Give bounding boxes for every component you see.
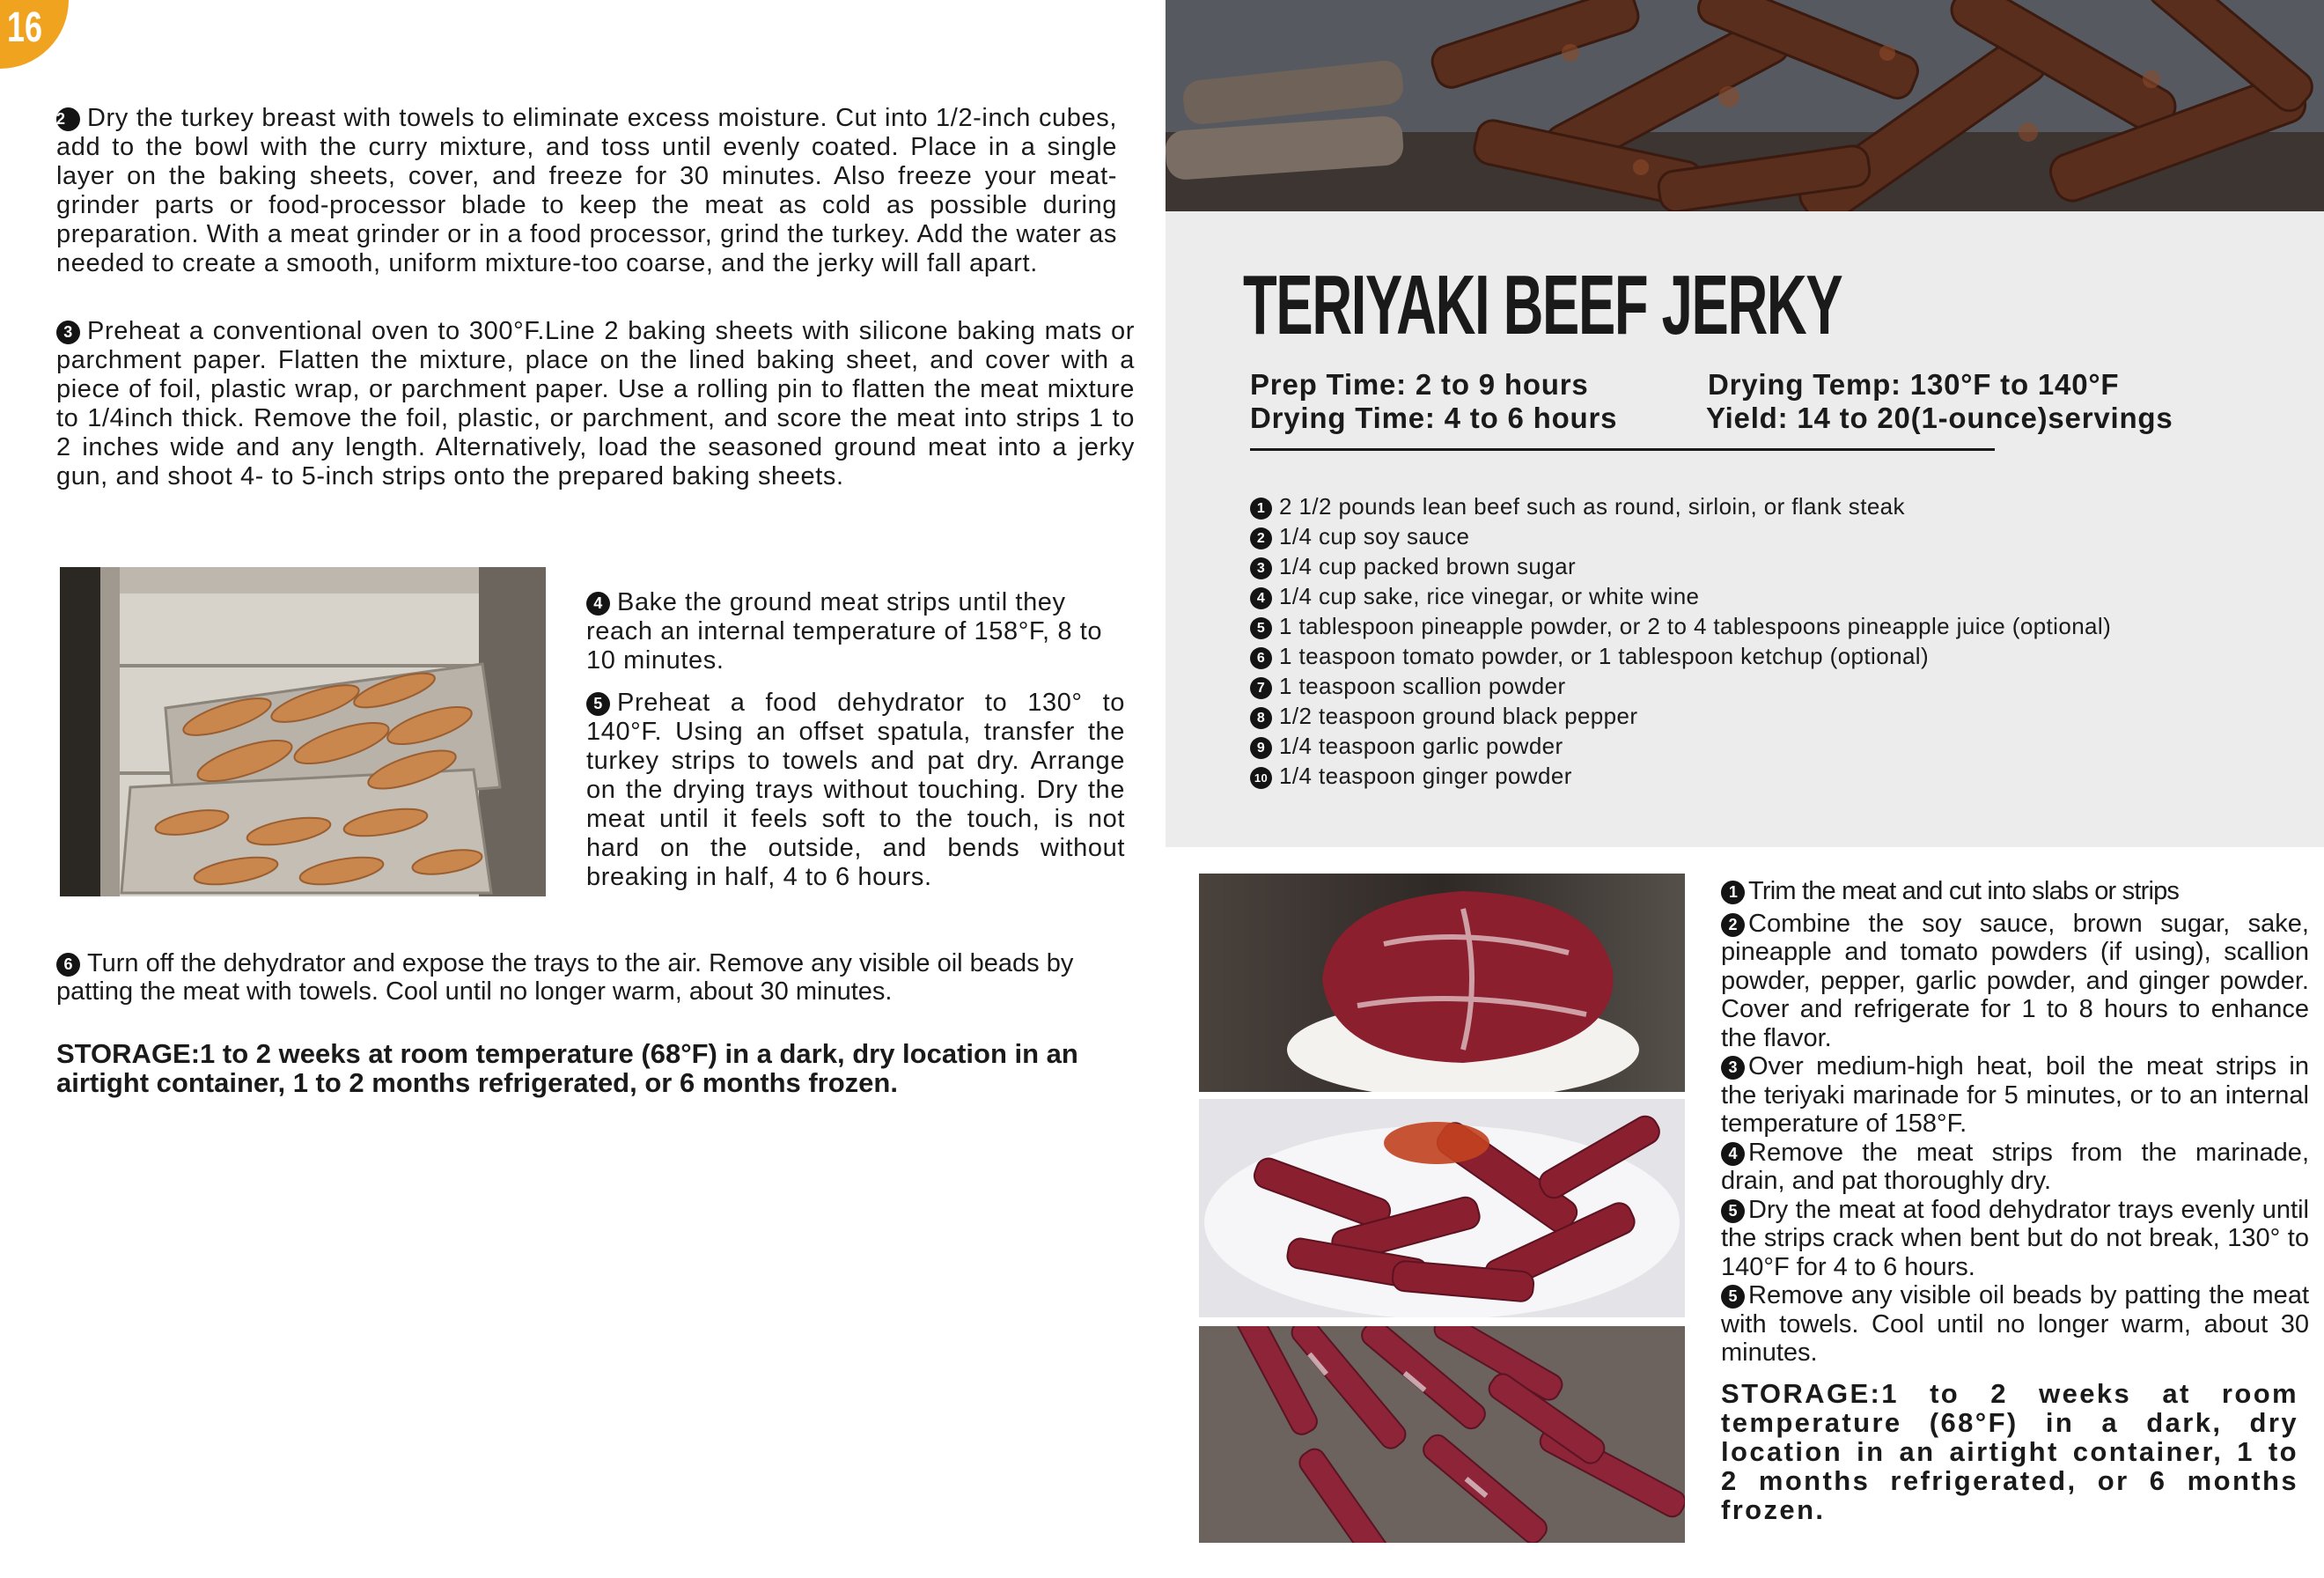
ingredient-number-badge: 8 <box>1250 707 1272 729</box>
ingredient-item <box>1250 581 2254 611</box>
divider <box>1250 448 1995 451</box>
beef-storage-note: STORAGE:1 to 2 weeks at room temperature (68°F) in a dark, dry location in an airtight container, 1 to 2 months refrigerated, or 6 months frozen. <box>1721 1378 2298 1525</box>
yield: Yield: 14 to 20(1-ounce)servings <box>1706 402 2173 434</box>
ingredient-number-badge: 3 <box>1250 557 1272 579</box>
turkey-step-4 <box>586 588 1130 675</box>
ingredient-item <box>1250 671 2254 701</box>
ingredient-number-badge: 1 <box>1250 498 1272 520</box>
step-text: Turn off the dehydrator and expose the trays to the air. Remove any visible oil beads by patting the meat with towels. Cool until no longer warm, about 30 minutes. <box>56 949 1074 1006</box>
ingredient-list <box>1250 491 2254 791</box>
recipe-title: TERIYAKI BEEF JERKY <box>1243 258 1842 352</box>
step-number-badge: 5 <box>1721 1199 1745 1223</box>
step-number-badge: 4 <box>586 592 610 616</box>
step-text: Remove the meat strips from the marinade, drain, and pat thoroughly dry. <box>1721 1138 2309 1195</box>
step-text: Combine the soy sauce, brown sugar, sake, pineapple and tomato powders (if using), scallion powder, pepper, garlic powder, and ginger powder. Cover and refrigerate for 1 to 8 hours to enhance the flavor. <box>1721 909 2309 1052</box>
ingredient-item <box>1250 491 2254 521</box>
ingredient-number-badge: 9 <box>1250 737 1272 759</box>
step-number-badge: 2 <box>56 107 80 131</box>
ingredient-text: 1 teaspoon scallion powder <box>1279 673 1566 699</box>
ingredient-text: 1 teaspoon tomato powder, or 1 tablespoon ketchup (optional) <box>1279 643 1930 669</box>
step-text: Dry the meat at food dehydrator trays evenly until the strips crack when bent but do not break, 130° to 140°F for 4 to 6 hours. <box>1721 1195 2309 1281</box>
turkey-step-6 <box>56 949 1129 1006</box>
ingredient-number-badge: 7 <box>1250 677 1272 699</box>
beef-step-5 <box>1721 1196 2309 1282</box>
step-number-badge: 5 <box>586 692 610 716</box>
step-text: Trim the meat and cut into slabs or strips <box>1748 877 2180 905</box>
step-number-badge: 1 <box>1721 881 1745 904</box>
ingredient-item <box>1250 731 2254 761</box>
ingredient-text: 1/4 cup sake, rice vinegar, or white wine <box>1279 583 1700 609</box>
step-text: Bake the ground meat strips until they reach an internal temperature of 158°F, 8 to 10 minutes. <box>586 588 1103 675</box>
ingredient-text: 1/4 cup soy sauce <box>1279 523 1470 549</box>
ingredient-number-badge: 10 <box>1250 767 1272 789</box>
beef-steps <box>1721 877 2309 1368</box>
ingredient-item <box>1250 761 2254 791</box>
step-number-badge: 5 <box>1721 1285 1745 1309</box>
step-number-badge: 2 <box>1721 913 1745 937</box>
step-number-badge: 3 <box>56 321 80 344</box>
ingredient-item <box>1250 551 2254 581</box>
ingredient-item <box>1250 641 2254 671</box>
ingredient-text: 2 1/2 pounds lean beef such as round, sirloin, or flank steak <box>1279 493 1905 520</box>
ingredient-text: 1/4 teaspoon garlic powder <box>1279 733 1563 759</box>
drying-temp: Drying Temp: 130°F to 140°F <box>1708 368 2120 401</box>
beef-step-4 <box>1721 1139 2309 1196</box>
oven-baking-photo <box>60 567 546 896</box>
drying-time: Drying Time: 4 to 6 hours <box>1250 402 1618 434</box>
beef-step-2 <box>1721 910 2309 1053</box>
prep-time: Prep Time: 2 to 9 hours <box>1250 368 1589 401</box>
ingredient-item <box>1250 611 2254 641</box>
turkey-step-2 <box>56 104 1117 278</box>
turkey-step-5 <box>586 689 1125 892</box>
beef-step-3 <box>1721 1052 2309 1139</box>
beef-strips-on-tray-photo <box>1199 1326 1685 1543</box>
step-text: Over medium-high heat, boil the meat strips in the teriyaki marinade for 5 minutes, or to an internal temperature of 158°F. <box>1721 1052 2309 1138</box>
turkey-storage-note: STORAGE:1 to 2 weeks at room temperature (68°F) in a dark, dry location in an airtight container, 1 to 2 months refrigerated, or 6 months frozen. <box>56 1038 1078 1098</box>
ingredient-number-badge: 5 <box>1250 617 1272 639</box>
turkey-step-3 <box>56 317 1135 491</box>
ingredient-text: 1/4 cup packed brown sugar <box>1279 553 1577 579</box>
step-text: Dry the turkey breast with towels to eliminate excess moisture. Cut into 1/2-inch cubes, add to the bowl with the curry mixture, and toss until evenly coated. Place in a single layer on the baking sheets, cover, and freeze for 30 minutes. Also freeze your meat-grinder parts or food-processor blade to keep the meat as cold as possible during preparation. With a meat grinder or in a food processor, grind the turkey. Add the water as needed to create a smooth, uniform mixture-too coarse, and the jerky will fall apart. <box>56 104 1117 277</box>
page-number: 16 <box>7 4 43 51</box>
step-text: Preheat a food dehydrator to 130° to 140°F. Using an offset spatula, transfer the turkey strips to towels and pat dry. Arrange on the drying trays without touching. Dry the meat until it feels soft to the touch, is not hard on the outside, and bends without breaking in half, 4 to 6 hours. <box>586 689 1125 891</box>
step-number-badge: 4 <box>1721 1142 1745 1166</box>
beef-jerky-photo <box>1166 0 2324 211</box>
beef-step-6 <box>1721 1281 2309 1368</box>
ingredient-text: 1/4 teaspoon ginger powder <box>1279 763 1572 789</box>
marinated-beef-strips-photo <box>1199 1099 1685 1317</box>
step-number-badge: 3 <box>1721 1056 1745 1080</box>
ingredient-number-badge: 2 <box>1250 527 1272 549</box>
step-text: Remove any visible oil beads by patting the meat with towels. Cool until no longer warm, about 30 minutes. <box>1721 1281 2309 1367</box>
ingredient-item <box>1250 701 2254 731</box>
ingredient-number-badge: 6 <box>1250 647 1272 669</box>
ingredient-item <box>1250 521 2254 551</box>
raw-beef-bowl-photo <box>1199 874 1685 1092</box>
ingredient-number-badge: 4 <box>1250 587 1272 609</box>
ingredient-text: 1 tablespoon pineapple powder, or 2 to 4 tablespoons pineapple juice (optional) <box>1279 613 2112 639</box>
step-text: Preheat a conventional oven to 300°F.Line 2 baking sheets with silicone baking mats or parchment paper. Flatten the mixture, place on the lined baking sheet, and cover with a piece of foil, plastic wrap, or parchment paper. Use a rolling pin to flatten the meat mixture to 1/4inch thick. Remove the foil, plastic, or parchment, and score the meat into strips 1 to 2 inches wide and any length. Alternatively, load the seasoned ground meat into a jerky gun, and shoot 4- to 5-inch strips onto the prepared baking sheets. <box>56 317 1135 490</box>
beef-step-1 <box>1721 877 2309 906</box>
step-number-badge: 6 <box>56 953 80 977</box>
ingredient-text: 1/2 teaspoon ground black pepper <box>1279 703 1638 729</box>
